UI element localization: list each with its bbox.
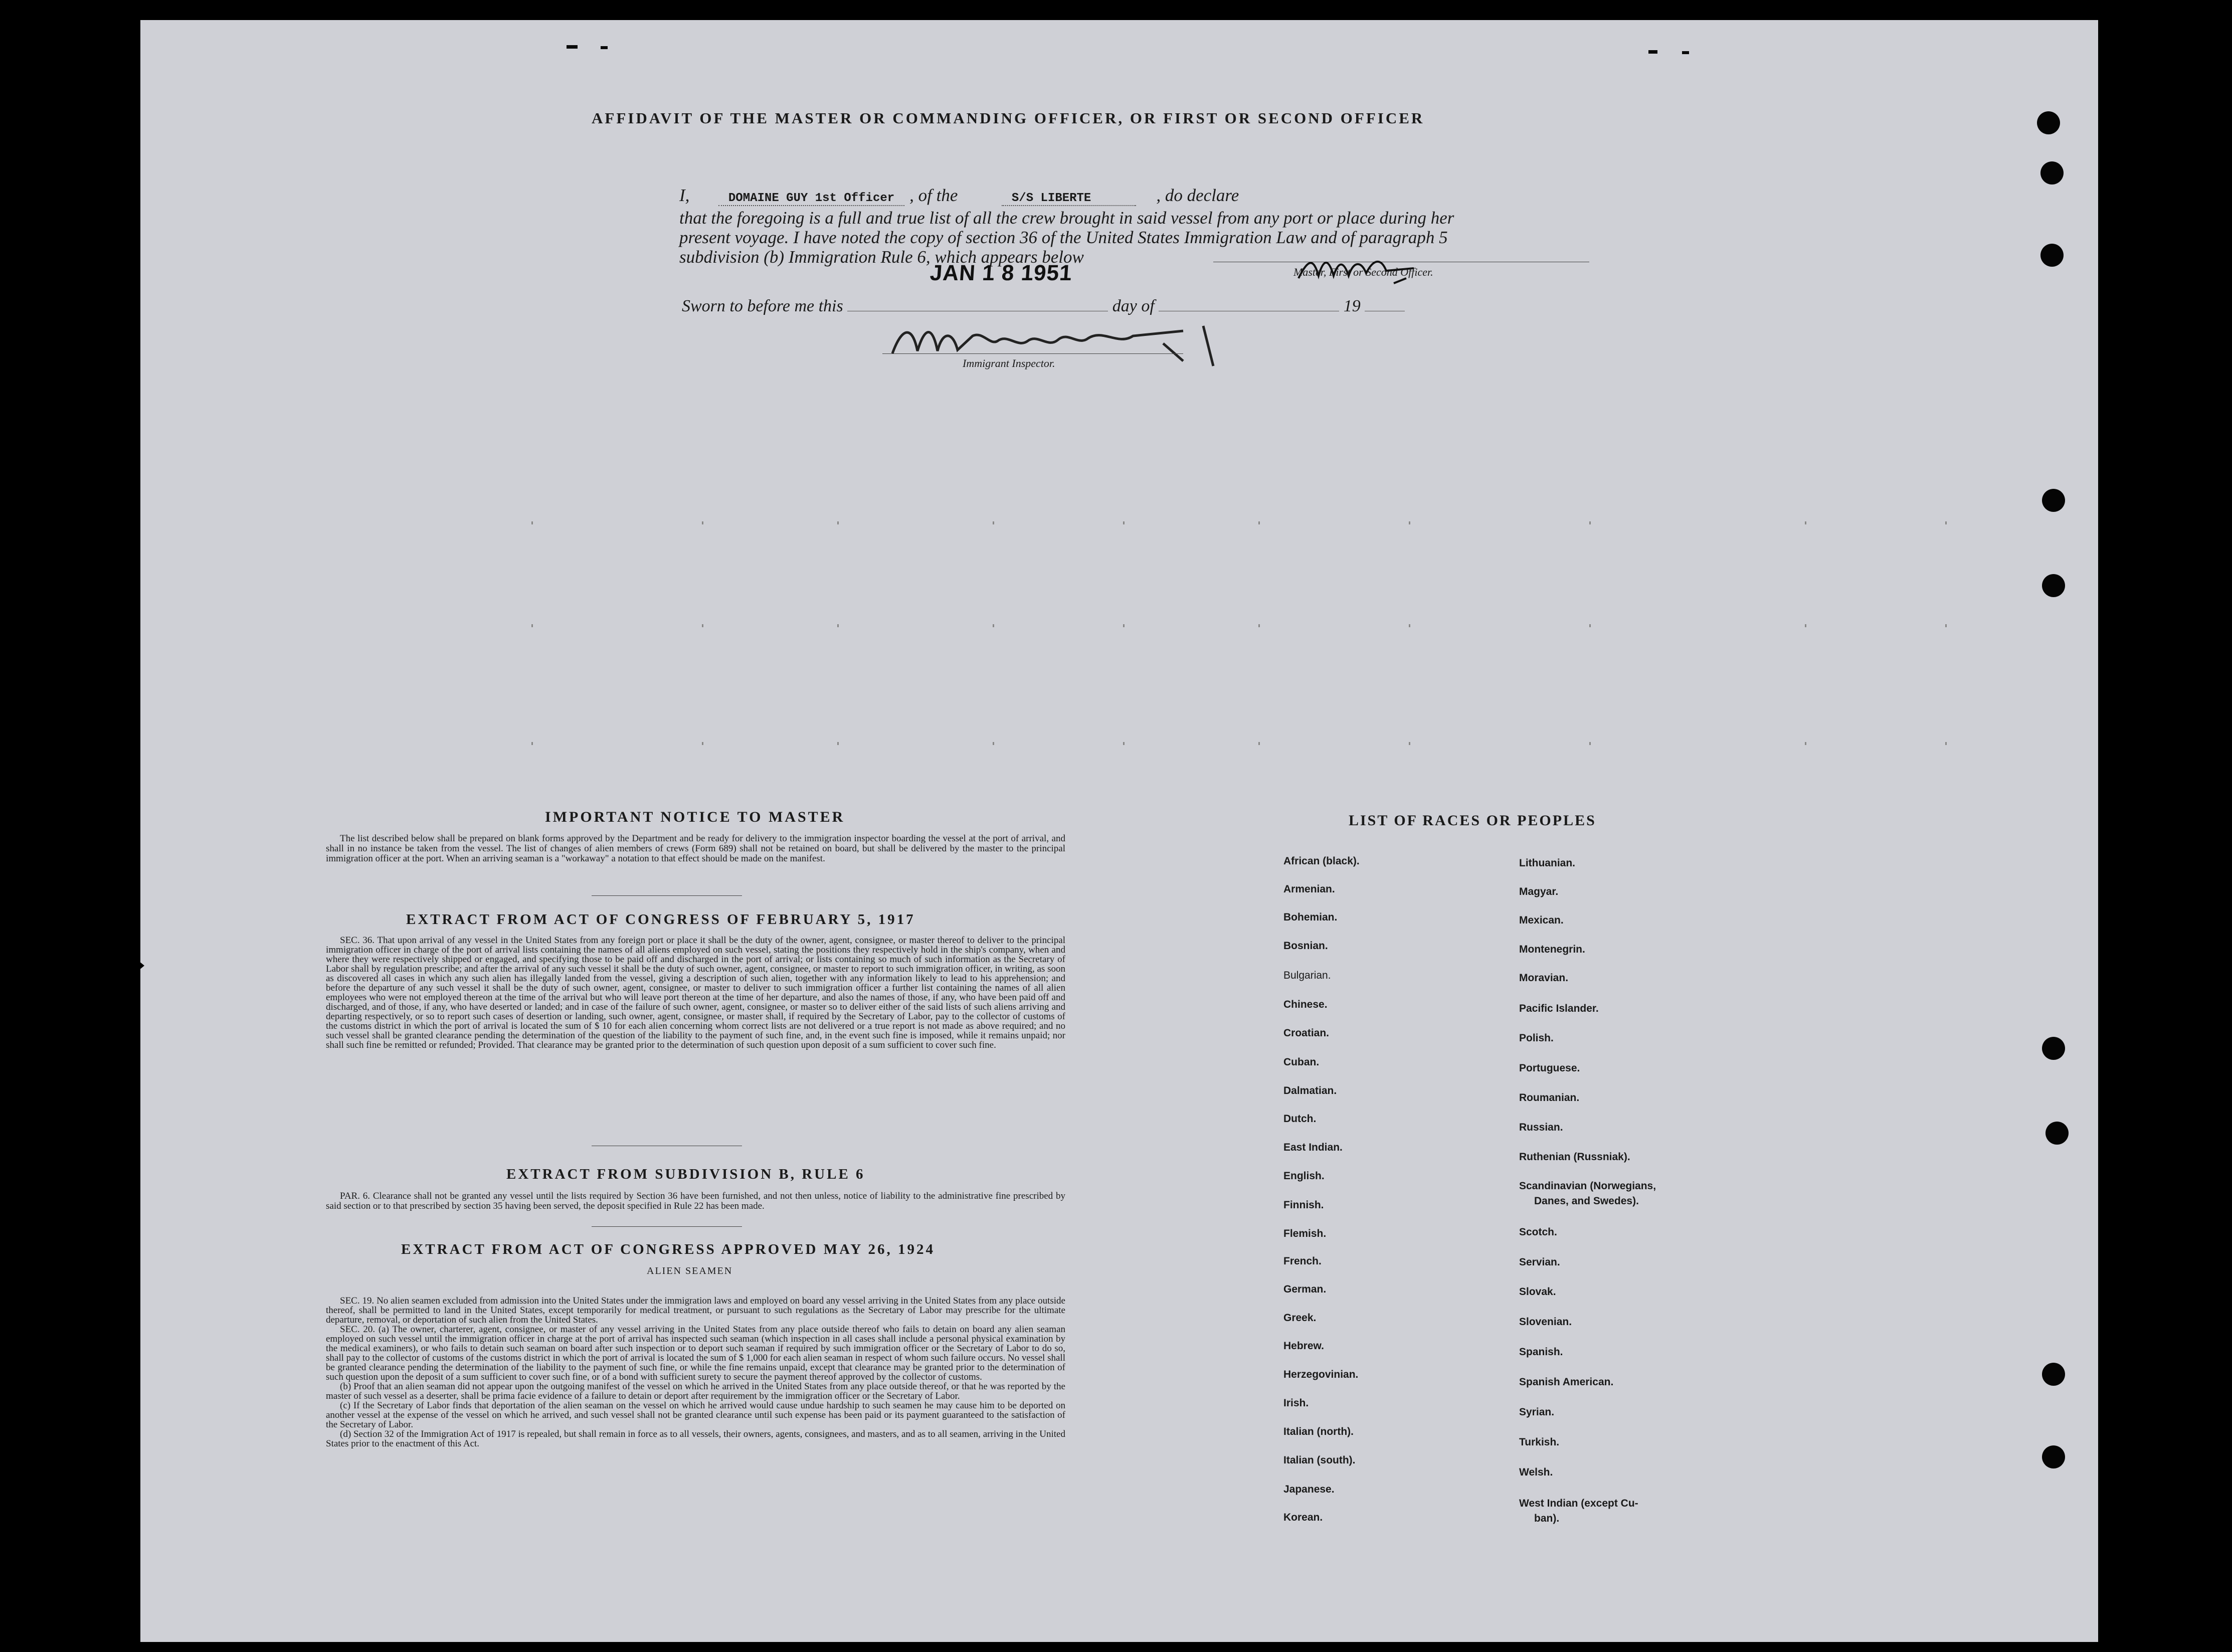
grid-dot [993, 521, 994, 524]
race-right: Lithuanian. [1519, 857, 1575, 869]
race-left: Dalmatian. [1283, 1085, 1337, 1096]
affidavit-title: AFFIDAVIT OF THE MASTER OR COMMANDING OFFICER, OR FIRST OR SECOND OFFICER [592, 109, 1425, 127]
binder-hole [2042, 574, 2065, 597]
notice-paragraph: The list described below shall be prepared on blank forms approved by the Department and be ready for delivery to the immigration inspector boarding the vessel at the port of arrival, and shall in no instance be taken from the vessel. The list of changes of alien members of crews (Form 689) shall not be retained on board, but shall be delivered by the master to the principal immigration officer at the port. When an arriving seaman is a "workaway" a notation to that effect should be made on the manifest. [326, 833, 1065, 864]
date-stamp: JAN 1 8 1951 [929, 261, 1073, 285]
race-left: Croatian. [1283, 1027, 1330, 1039]
binder-hole [2037, 111, 2060, 134]
binder-hole [2040, 161, 2064, 185]
grid-dot [1409, 742, 1410, 745]
divider [592, 1226, 742, 1227]
grid-dot [837, 521, 839, 524]
race-right: Welsh. [1519, 1466, 1553, 1478]
race-left: Bosnian. [1283, 940, 1328, 952]
inspector-caption: Immigrant Inspector. [963, 357, 1055, 370]
signature-caption: Master, First or Second Officer. [1293, 266, 1433, 278]
grid-dot [531, 742, 533, 745]
grid-dot [1945, 742, 1947, 745]
grid-dot [837, 624, 839, 627]
grid-dot [1258, 521, 1260, 524]
race-right: Roumanian. [1519, 1092, 1580, 1104]
races-title: LIST OF RACES OR PEOPLES [1349, 812, 1596, 829]
race-right: Mexican. [1519, 914, 1564, 926]
grid-dot [1589, 742, 1591, 745]
grid-dot [1945, 624, 1947, 627]
grid-dot [837, 742, 839, 745]
race-left: Cuban. [1283, 1056, 1320, 1068]
grid-dot [702, 624, 703, 627]
document-page [140, 20, 2098, 1642]
race-left: Dutch. [1283, 1113, 1317, 1125]
race-right: Slovak. [1519, 1286, 1556, 1298]
race-right: Scandinavian (Norwegians, [1519, 1180, 1656, 1192]
declaration-of-the: , of the [909, 186, 958, 205]
race-left: Bohemian. [1283, 911, 1338, 923]
extract2-body [326, 1191, 1065, 1211]
race-right: Scotch. [1519, 1226, 1557, 1238]
race-right: Turkish. [1519, 1436, 1560, 1448]
extract3-subtitle: ALIEN SEAMEN [647, 1265, 733, 1276]
race-right: West Indian (except Cu- [1519, 1498, 1638, 1509]
race-left: Italian (south). [1283, 1454, 1356, 1466]
grid-dot [1258, 742, 1260, 745]
notice-title: IMPORTANT NOTICE TO MASTER [545, 809, 845, 825]
grid-dot [1589, 624, 1591, 627]
grid-dot [1945, 521, 1947, 524]
race-right: Magyar. [1519, 886, 1559, 897]
grid-dot [531, 624, 533, 627]
inspector-line [882, 353, 1183, 354]
sec-20b-paragraph: (b) Proof that an alien seaman did not appear upon the outgoing manifest of the vessel on which he arrived in the United States from any place outside thereof, or that he was reported by the master of such vessel as a deserter, shall be prima facie evidence of a failure to detain or deport after requirement by the immigration officer or the Secretary of Labor. [326, 1381, 1065, 1401]
race-left: Finnish. [1283, 1199, 1324, 1211]
race-left: Greek. [1283, 1312, 1317, 1324]
grid-dot [1409, 521, 1410, 524]
edge-notch [133, 957, 144, 975]
race-left: Irish. [1283, 1397, 1309, 1409]
extract1-body [326, 936, 1065, 1050]
binder-hole [2042, 1363, 2065, 1386]
grid-dot [1123, 742, 1125, 745]
declaration-line-4: subdivision (b) Immigration Rule 6, which appears below [679, 247, 1084, 267]
race-right: Moravian. [1519, 972, 1569, 984]
declaration-i: I, [679, 186, 690, 205]
race-right: Polish. [1519, 1032, 1554, 1044]
year-prefix: 19 [1343, 297, 1361, 315]
grid-dot [993, 624, 994, 627]
race-right: Pacific Islander. [1519, 1003, 1599, 1014]
grid-dot [1805, 742, 1806, 745]
grid-dot [1805, 624, 1806, 627]
race-left: Hebrew. [1283, 1340, 1324, 1352]
race-left: Herzegovinian. [1283, 1369, 1359, 1380]
race-left: East Indian. [1283, 1142, 1343, 1153]
notice-body [326, 834, 1065, 864]
day-of-label: day of [1112, 297, 1155, 315]
sworn-label: Sworn to before me this [682, 297, 843, 315]
inspector-signature [882, 306, 1243, 371]
vessel-name: S/S LIBERTE [1002, 192, 1136, 206]
divider [592, 895, 742, 896]
extract1-title: EXTRACT FROM ACT OF CONGRESS OF FEBRUARY 5, 1917 [406, 911, 915, 928]
race-left: Armenian. [1283, 883, 1335, 895]
declaration-line-1 [679, 186, 1622, 208]
race-right: Portuguese. [1519, 1062, 1580, 1074]
declaration-line-3: present voyage. I have noted the copy of section 36 of the United States Immigration Law and of paragraph 5 [679, 228, 1448, 247]
race-right: Danes, and Swedes). [1534, 1195, 1639, 1207]
race-right: Slovenian. [1519, 1316, 1572, 1328]
binder-hole [2042, 1037, 2065, 1060]
race-left: African (black). [1283, 855, 1360, 867]
sec-19-paragraph: SEC. 19. No alien seamen excluded from admission into the United States under the immigration laws and employed on board any vessel arriving in the United States from any place outside thereof, shall be permitted to land in the United States, except temporarily for medical treatment, or pursuant to such regulations as the Secretary of Labor may prescribe for the ultimate departure, removal, or deportation of such alien from the United States. [326, 1296, 1065, 1325]
sec-20c-paragraph: (c) If the Secretary of Labor finds that deportation of the alien seaman on the vessel on which he arrived would cause undue hardship to such seamen he may cause him to be deported on another vessel at the expense of the vessel on which he arrived, and such vessel shall not be granted clearance until such expense has been paid or its payment guaranteed to the satisfaction of the Secretary of Labor. [326, 1400, 1065, 1430]
grid-dot [702, 521, 703, 524]
race-right: Ruthenian (Russniak). [1519, 1151, 1630, 1163]
race-right: ban). [1534, 1513, 1560, 1524]
race-right: Russian. [1519, 1122, 1563, 1133]
binder-hole [2040, 244, 2064, 267]
race-left: Italian (north). [1283, 1426, 1354, 1437]
grid-dot [702, 742, 703, 745]
sec-20a-paragraph: SEC. 20. (a) The owner, charterer, agent, consignee, or master of any vessel arriving in the United States from any place outside thereof who fails to detain on board any alien seaman employed on such vessel until the immigration officer in charge at the port of arrival has inspected such seaman (which inspection in all cases shall include a personal physical examination by the medical examiners), or who fails to detain such seaman on board after such inspection or to deport such seaman if required by such immigration officer or the Secretary of Labor to do so, shall pay to the collector of customs of the customs district in which the port of arrival is located the sum of $ 1,000 for each alien seaman in respect of whom such failure occurs. No vessel shall be granted clearance pending the determination of the liability to the payment of such fine, or while the fine remains unpaid, except that clearance may be granted prior to the determination of such question upon the deposit of a sum sufficient to cover such fine, or of a bond with sufficient surety to secure the payment thereof approved by the collector of customs. [326, 1324, 1065, 1382]
binder-hole [2042, 489, 2065, 512]
extract2-title: EXTRACT FROM SUBDIVISION B, RULE 6 [506, 1166, 865, 1182]
extract3-title: EXTRACT FROM ACT OF CONGRESS APPROVED MAY 26, 1924 [401, 1241, 935, 1257]
race-left: English. [1283, 1170, 1325, 1182]
race-left: Japanese. [1283, 1484, 1335, 1495]
top-mark-left-2 [601, 46, 608, 49]
race-left: Bulgarian. [1283, 970, 1331, 981]
officer-name: DOMAINE GUY 1st Officer [718, 192, 904, 206]
grid-dot [993, 742, 994, 745]
grid-dot [531, 521, 533, 524]
grid-dot [1123, 521, 1125, 524]
race-right: Montenegrin. [1519, 944, 1585, 955]
race-left: Flemish. [1283, 1228, 1327, 1239]
race-right: Spanish. [1519, 1346, 1563, 1358]
race-left: German. [1283, 1283, 1327, 1295]
grid-dot [1258, 624, 1260, 627]
rule-6-paragraph: PAR. 6. Clearance shall not be granted any vessel until the lists required by Section 36 have been furnished, and not then unless, notice of liability to the administrative fine prescribed by said section or to that prescribed by section 35 having been served, the deposit specified in Rule 22 has been made. [326, 1191, 1065, 1211]
top-mark-left [567, 45, 578, 49]
grid-dot [1805, 521, 1806, 524]
race-right: Servian. [1519, 1256, 1560, 1268]
grid-dot [1589, 521, 1591, 524]
race-left: Korean. [1283, 1512, 1323, 1523]
race-left: Chinese. [1283, 999, 1328, 1010]
section-36-paragraph: SEC. 36. That upon arrival of any vessel in the United States from any foreign port or place it shall be the duty of the owner, agent, consignee, or master thereof to deliver to the principal immigration officer in charge of the port of arrival lists containing the names of all aliens employed on such vessel, stating the positions they respectively hold in the ship's company, when and where they were respectively shipped or engaged, and specifying those to be paid off and discharged in the port of arrival; or lists containing so much of such information as the Secretary of Labor shall by regulation prescribe; and after the arrival of any such vessel it shall be the duty of such owner, agent, consignee, or master to report to such immigration officer, in writing, as soon as discovered all cases in which any such alien has illegally landed from the vessel, giving a description of such alien, together with any information likely to lead to his apprehension; and before the departure of any such vessel it shall be the duty of such owner, agent, consignee, or master to deliver to such immigration officer a further list containing the names of all alien employees who were not employed thereon at the time of the arrival but who will leave port thereon at the time of her departure, and also the names of those, if any, who have been paid off and discharged, and of those, if any, who have deserted or landed; and in case of the failure of such owner, agent, consignee, or master so to deliver either of the said lists of such aliens arriving and departing respectively, or so to report such cases of desertion or landing, such owner, agent, consignee, or master shall, if required by the Secretary of Labor, pay to the collector of customs of the customs district in which the port of arrival is located the sum of $ 10 for each alien concerning whom correct lists are not delivered or a true report is not made as above required; and no such vessel shall be granted clearance pending the determination of the question of the liability to the payment of such fine, and, in the event such fine is imposed, while it remains unpaid; nor shall such fine be remitted or refunded; Provided. That clearance may be granted prior to the determination of such question upon deposit of a sum sufficient to cover such fine. [326, 935, 1065, 1050]
binder-hole [2042, 1445, 2065, 1469]
binder-hole [2045, 1122, 2069, 1145]
race-right: Syrian. [1519, 1406, 1555, 1418]
sec-20d-paragraph: (d) Section 32 of the Immigration Act of 1917 is repealed, but shall remain in force as to all vessels, their owners, agents, consignees, and masters, and as to all seamen, arriving in the United States prior to the enactment of this Act. [326, 1429, 1065, 1449]
race-left: French. [1283, 1255, 1322, 1267]
top-mark-right-2 [1682, 51, 1689, 54]
grid-dot [1123, 624, 1125, 627]
top-mark-right [1648, 50, 1657, 54]
declaration-do-declare: , do declare [1156, 186, 1239, 205]
race-right: Spanish American. [1519, 1376, 1614, 1388]
grid-dot [1409, 624, 1410, 627]
extract3-body [326, 1296, 1065, 1448]
declaration-line-2: that the foregoing is a full and true list of all the crew brought in said vessel from any port or place during her [679, 208, 1454, 228]
declaration-text [679, 186, 1622, 267]
